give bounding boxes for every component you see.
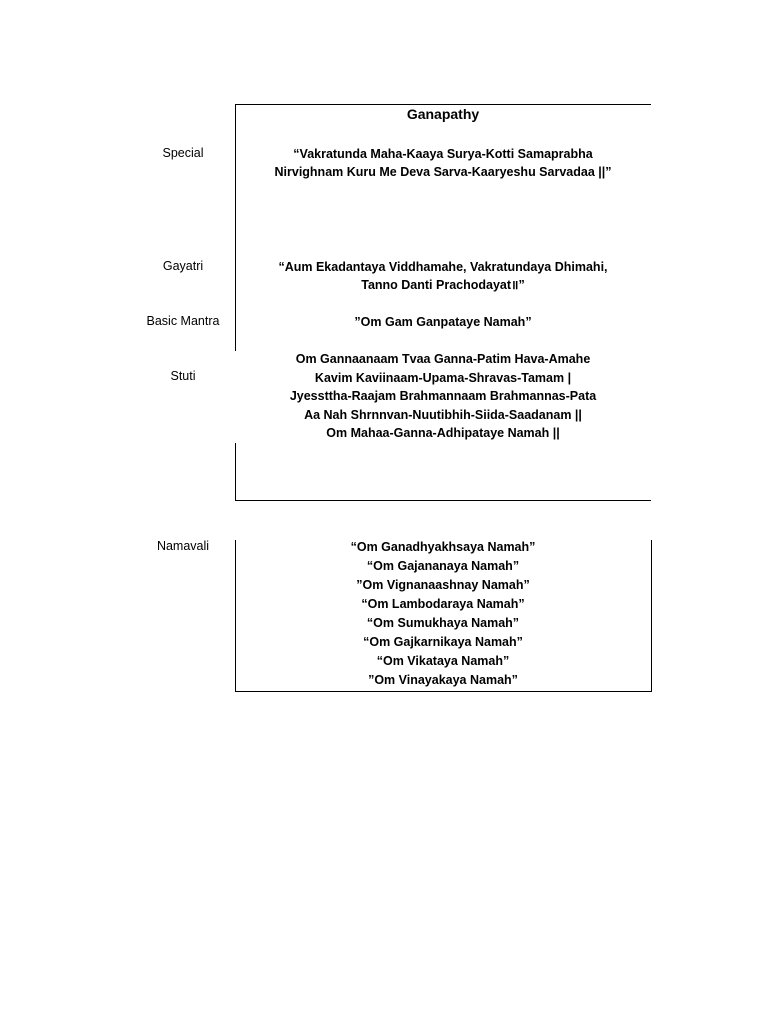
label-stuti: Stuti <box>170 369 196 383</box>
mantra-line: Om Mahaa-Ganna-Adhipataye Namah || <box>326 426 560 440</box>
label-basic-mantra: Basic Mantra <box>146 314 220 328</box>
namavali-line: ”Om Vignanaashnay Namah” <box>356 578 530 592</box>
label-special: Special <box>162 146 204 160</box>
mantra-line: Aa Nah Shrnnvan-Nuutibhih-Siida-Saadanam || <box>304 407 582 422</box>
mantra-line: Jyessttha-Raajam Brahmannaam Brahmannas-Pata <box>289 389 597 403</box>
bottom-border-upper <box>235 500 651 501</box>
right-border-namavali <box>651 540 652 692</box>
namavali-line: “Om Ganadhyakhsaya Namah” <box>350 540 536 554</box>
mantra-special <box>236 145 650 181</box>
mantra-line: Om Gannaanaam Tvaa Ganna-Patim Hava-Amahe <box>295 352 591 366</box>
namavali-line: “Om Lambodaraya Namah” <box>361 597 525 611</box>
namavali-line: “Om Vikataya Namah” <box>376 654 510 668</box>
mantra-line: ”Om Gam Ganpataye Namah” <box>354 315 532 329</box>
mantra-line: Nirvighnam Kuru Me Deva Sarva-Kaaryeshu Sarvadaa ||” <box>274 165 612 179</box>
namavali-line: “Om Gajananaya Namah” <box>366 559 520 573</box>
namavali-line: “Om Gajkarnikaya Namah” <box>363 635 523 649</box>
page-title: Ganapathy <box>406 106 480 122</box>
mantra-gayatri <box>236 258 650 294</box>
label-namavali: Namavali <box>156 539 210 553</box>
mantra-line: “Aum Ekadantaya Viddhamahe, Vakratundaya Dhimahi, <box>278 260 608 274</box>
bottom-border-namavali <box>235 691 652 692</box>
label-gayatri: Gayatri <box>162 259 204 273</box>
mantra-line: Kavim Kaviinaam-Upama-Shravas-Tamam | <box>314 370 572 385</box>
mantra-basic <box>236 313 650 331</box>
mantra-line: Tanno Danti Prachodayat॥” <box>361 278 525 292</box>
mantra-stuti <box>236 350 650 443</box>
mantra-namavali <box>236 538 650 690</box>
namavali-line: “Om Sumukhaya Namah” <box>366 616 520 630</box>
namavali-line: ”Om Vinayakaya Namah” <box>368 673 518 687</box>
left-border-lower <box>235 443 236 501</box>
mantra-line: “Vakratunda Maha-Kaaya Surya-Kotti Samaprabha <box>293 147 593 161</box>
